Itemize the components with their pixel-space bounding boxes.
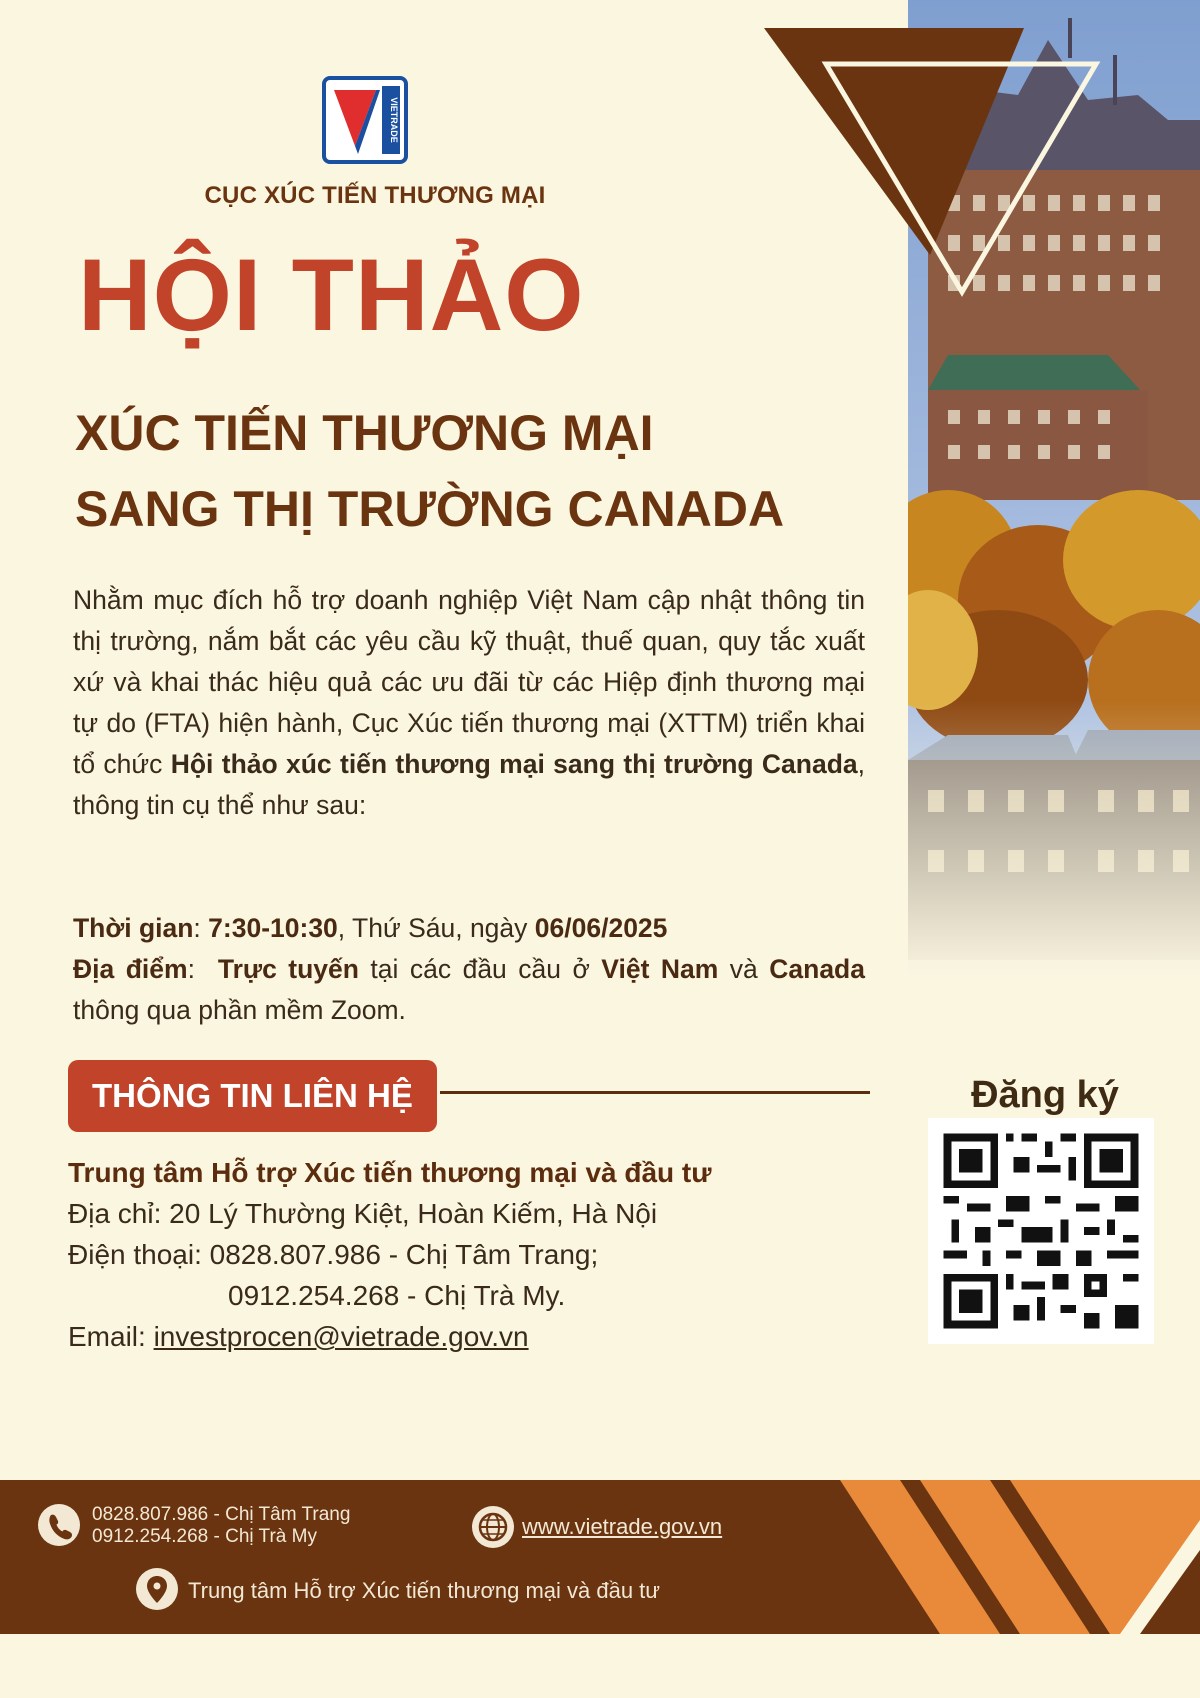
contact-email-row: Email: investprocen@vietrade.gov.vn bbox=[68, 1321, 529, 1352]
event-subtitle-line2: SANG THỊ TRƯỜNG CANADA bbox=[75, 481, 785, 537]
vietrade-logo bbox=[322, 76, 408, 164]
event-subtitle-line1: XÚC TIẾN THƯƠNG MẠI bbox=[75, 405, 654, 461]
footer-phone-1: 0828.807.986 - Chị Tâm Trang bbox=[92, 1504, 351, 1525]
contact-info bbox=[68, 1152, 712, 1357]
location-pin-icon bbox=[136, 1568, 178, 1610]
divider bbox=[440, 1091, 870, 1094]
register-qr-code[interactable] bbox=[928, 1118, 1154, 1344]
phone-icon bbox=[38, 1504, 80, 1546]
event-time: Thời gian: 7:30-10:30, Thứ Sáu, ngày 06/06/2025 bbox=[73, 913, 668, 943]
register-label: Đăng ký bbox=[971, 1074, 1119, 1116]
intro-paragraph bbox=[73, 580, 865, 826]
event-title: HỘI THẢO bbox=[78, 238, 585, 352]
organization-name: CỤC XÚC TIẾN THƯƠNG MẠI bbox=[204, 182, 546, 209]
email-link[interactable]: investprocen@vietrade.gov.vn bbox=[153, 1321, 529, 1352]
contact-heading: THÔNG TIN LIÊN HỆ bbox=[68, 1060, 437, 1132]
footer-phone-2: 0912.254.268 - Chị Trà My bbox=[92, 1526, 317, 1547]
globe-icon bbox=[472, 1506, 514, 1548]
contact-address: Địa chỉ: 20 Lý Thường Kiệt, Hoàn Kiếm, Hà Nội bbox=[68, 1198, 658, 1229]
event-place: Địa điểm: Trực tuyến tại các đầu cầu ở Việt Nam và Canada thông qua phần mềm Zoom. bbox=[73, 954, 865, 1025]
footer-phones bbox=[92, 1504, 350, 1548]
footer bbox=[0, 1480, 1200, 1634]
contact-phone-1: Điện thoại: 0828.807.986 - Chị Tâm Trang; bbox=[68, 1239, 599, 1270]
svg-text:VIETRADE: VIETRADE bbox=[389, 97, 399, 143]
contact-phone-2: 0912.254.268 - Chị Trà My. bbox=[228, 1280, 566, 1311]
contact-organization: Trung tâm Hỗ trợ Xúc tiến thương mại và đầu tư bbox=[68, 1157, 712, 1188]
event-details bbox=[73, 908, 865, 1031]
footer-address: Trung tâm Hỗ trợ Xúc tiến thương mại và đầu tư bbox=[188, 1578, 661, 1603]
footer-website-link[interactable]: www.vietrade.gov.vn bbox=[522, 1514, 723, 1539]
intro-text: Nhằm mục đích hỗ trợ doanh nghiệp Việt Nam cập nhật thông tin thị trường, nắm bắt các yêu cầu kỹ thuật, thuế quan, quy tắc xuất xứ và khai thác hiệu quả các ưu đãi từ các Hiệp định thương mại tự do (FTA) hiện hành, Cục Xúc tiến thương mại (XTTM) triển khai tổ chức bbox=[73, 585, 865, 779]
intro-text-end: , thông tin cụ thể như sau: bbox=[73, 749, 865, 820]
intro-highlight: Hội thảo xúc tiến thương mại sang thị trường Canada bbox=[170, 749, 858, 779]
